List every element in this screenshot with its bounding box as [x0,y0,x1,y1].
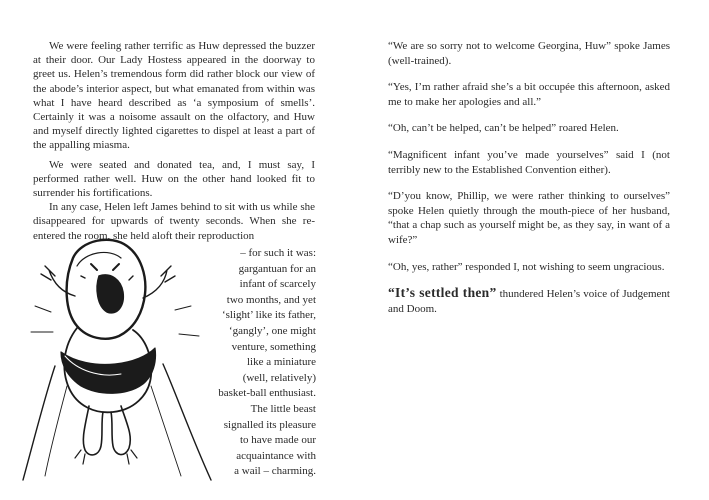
crying-infant-illustration [15,236,225,486]
text-line: infant of scarcely [239,278,316,291]
text-line: venture, something [231,340,316,353]
text-line: basket-ball enthusiast. [218,387,316,400]
paragraph: “Oh, yes, rather” responded I, not wishing to seem ungracious. [388,260,665,273]
left-page-text [33,39,315,243]
right-page-text [388,39,670,328]
text-line: The little beast [250,402,316,415]
text-line: to have made our [239,434,316,447]
paragraph: “We are so sorry not to welcome Georgina, Huw” spoke James (well-trained). [388,40,670,67]
paragraph: “Yes, I’m rather afraid she’s a bit occupée this afternoon, asked me to make her apologies and all.” [388,81,670,108]
final-paragraph [388,286,670,316]
paragraph: “Oh, can’t be helped, can’t be helped” roared Helen. [388,122,619,135]
text-line: a wail – charming. [234,465,316,478]
paragraph: “Magnificent infant you’ve made yourselves” said I (not terribly new to the Established Convention either). [388,148,670,176]
text-line: acquaintance with [236,449,316,462]
text-line: signalled its pleasure [223,418,316,431]
paragraph: We were feeling rather terrific as Huw depressed the buzzer at their door. Our Lady Hostess appeared in the doorway to greet us. Helen’s tremendous form did rather block our view of the abode’s interior aspect, but what emanated from within was what I have heard described as ‘a symposium of smells’. Certainly it was a noisome assault on the olfactory, and Huw and myself directly lighted cigarettes to dispel at least a part of the appalling miasma. [33,40,315,152]
wrapped-text-column [195,246,316,480]
text-line: two months, and yet [226,293,316,306]
text-line: (well, relatively) [242,371,316,384]
paragraph: “D’you know, Phillip, we were rather thinking to ourselves” spoke Helen quietly through the mouth-piece of her husband, “that a chap such as yourself might be, as they say, in want of a wife?” [388,190,670,246]
paragraph: In any case, Helen left James behind to sit with us while she disappeared for upwards of twenty seconds. When she re-entered the room, she held aloft their reproduction [33,201,315,242]
text-line: ‘slight’ like its father, [221,309,316,322]
quote-continuation: thundered Helen’s voice of Judgement and Doom. [388,288,670,315]
text-line: ‘gangly’, one might [228,324,316,337]
emphasised-quote: “It’s settled then” [388,285,497,301]
paragraph: We were seated and donated tea, and, I must say, I performed rather well. Huw on the other hand looked fit to surrender his fortifications. [33,158,315,200]
text-line: gargantuan for an [238,262,316,275]
text-line: like a miniature [246,356,316,369]
text-line: – for such it was: [240,247,316,259]
